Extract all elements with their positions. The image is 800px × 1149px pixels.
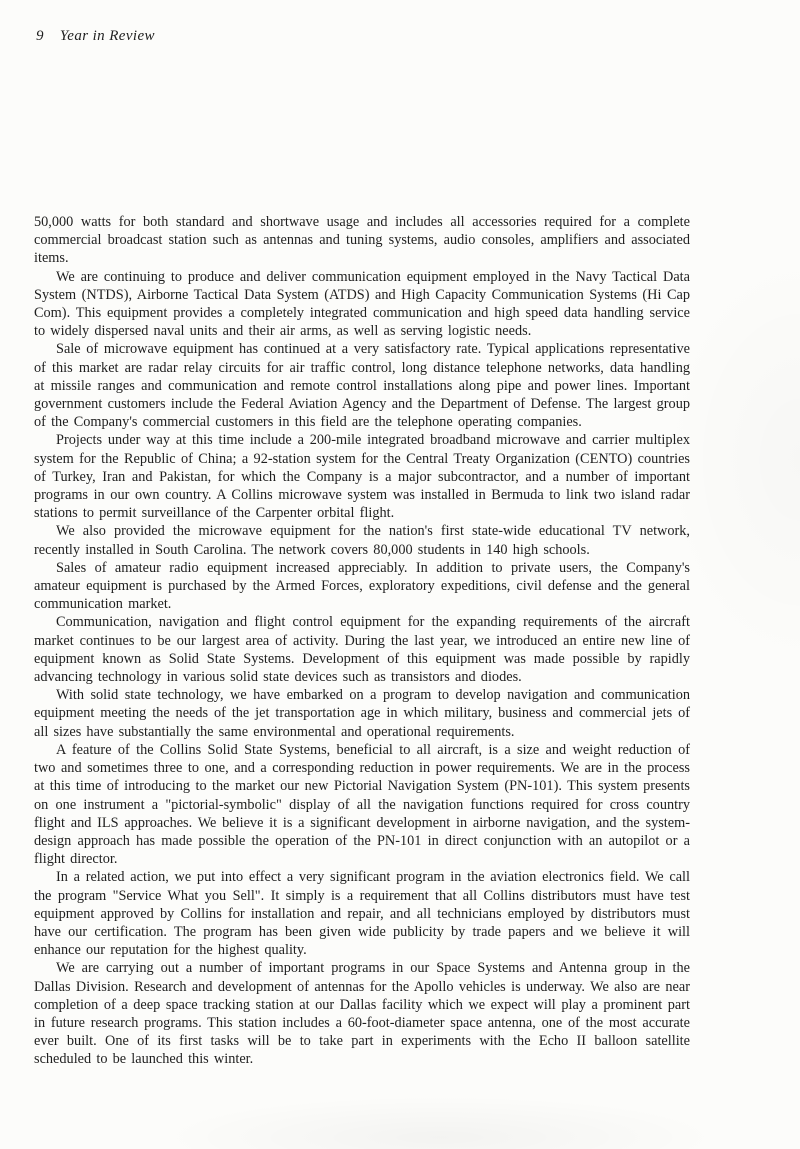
body-paragraph: We are carrying out a number of important programs in our Space Systems and Antenna group in the Dallas Division. Research and development of antennas for the Apollo vehicles is underway. We also are near completion of a deep space tracking station at our Dallas facility which we expect will play a prominent part in future research programs. This station includes a 60-foot-diameter space antenna, one of the most accurate ever built. One of its first tasks will be to take part in experiments with the Echo II balloon satellite scheduled to be launched this winter. [34, 960, 690, 1068]
body-paragraph: In a related action, we put into effect a very significant program in the aviation electronics field. We call the program "Service What you Sell". It simply is a requirement that all Collins distributors must have test equipment approved by Collins for installation and repair, and all technicians employed by distributors must have our certification. The program has been given wide publicity by trade papers and we believe it will enhance our reputation for the highest quality. [34, 869, 690, 959]
body-paragraph: A feature of the Collins Solid State Systems, beneficial to all aircraft, is a size and weight reduction of two and sometimes three to one, and a corresponding reduction in power requirements. We are in the process at this time of introducing to the market our new Pictorial Navigation System (PN-101). This system presents on one instrument a "pictorial-symbolic" display of all the navigation functions required for cross country flight and ILS approaches. We believe it is a significant development in airborne navigation, and the system-design approach has made possible the operation of the PN-101 in direct conjunction with an autopilot or a flight director. [34, 741, 690, 868]
body-paragraph: With solid state technology, we have embarked on a program to develop navigation and communication equipment meeting the needs of the jet transportation age in which military, business and commercial jets of all sizes have substantially the same environmental and operational requirements. [34, 687, 690, 740]
body-paragraph: We also provided the microwave equipment for the nation's first state-wide educational TV network, recently installed in South Carolina. The network covers 80,000 students in 140 high schools. [34, 523, 690, 558]
page-number: 9 [36, 28, 44, 44]
body-paragraph: Communication, navigation and flight control equipment for the expanding requirements of the aircraft market continues to be our largest area of activity. During the last year, we introduced an entire new line of equipment known as Solid State Systems. Development of this equipment was made possible by rapidly advancing technology in various solid state devices such as transistors and diodes. [34, 614, 690, 686]
body-paragraph: Sales of amateur radio equipment increased appreciably. In addition to private users, the Company's amateur equipment is purchased by the Armed Forces, exploratory expeditions, civil defense and the general communication market. [34, 559, 690, 613]
running-head [36, 28, 155, 45]
page-title: Year in Review [59, 28, 155, 44]
body-paragraph: Sale of microwave equipment has continued at a very satisfactory rate. Typical applications representative of this market are radar relay circuits for air traffic control, long distance telephone networks, data handling at missile ranges and communication and remote control installations along pipe and power lines. Important government customers include the Federal Aviation Agency and the Department of Defense. The largest group of the Company's commercial customers in this field are the telephone operating companies. [34, 341, 690, 431]
body-text-column [34, 213, 690, 1069]
body-paragraph: Projects under way at this time include a 200-mile integrated broadband microwave and carrier multiplex system for the Republic of China; a 92-station system for the Central Treaty Organization (CENTO) countries of Turkey, Iran and Pakistan, for which the Company is a major subcontractor, and a number of important programs in our own country. A Collins microwave system was installed in Bermuda to link two island radar stations to permit surveillance of the Carpenter orbital flight. [34, 432, 690, 522]
body-paragraph: We are continuing to produce and deliver communication equipment employed in the Navy Tactical Data System (NTDS), Airborne Tactical Data System (ATDS) and High Capacity Communication Systems (Hi Cap Com). This equipment provides a completely integrated communication and high speed data handling service to widely dispersed naval units and their air arms, as well as serving logistic needs. [34, 268, 690, 340]
body-paragraph: 50,000 watts for both standard and shortwave usage and includes all accessories required for a complete commercial broadcast station such as antennas and tuning systems, audio consoles, amplifiers and associated items. [34, 214, 690, 267]
